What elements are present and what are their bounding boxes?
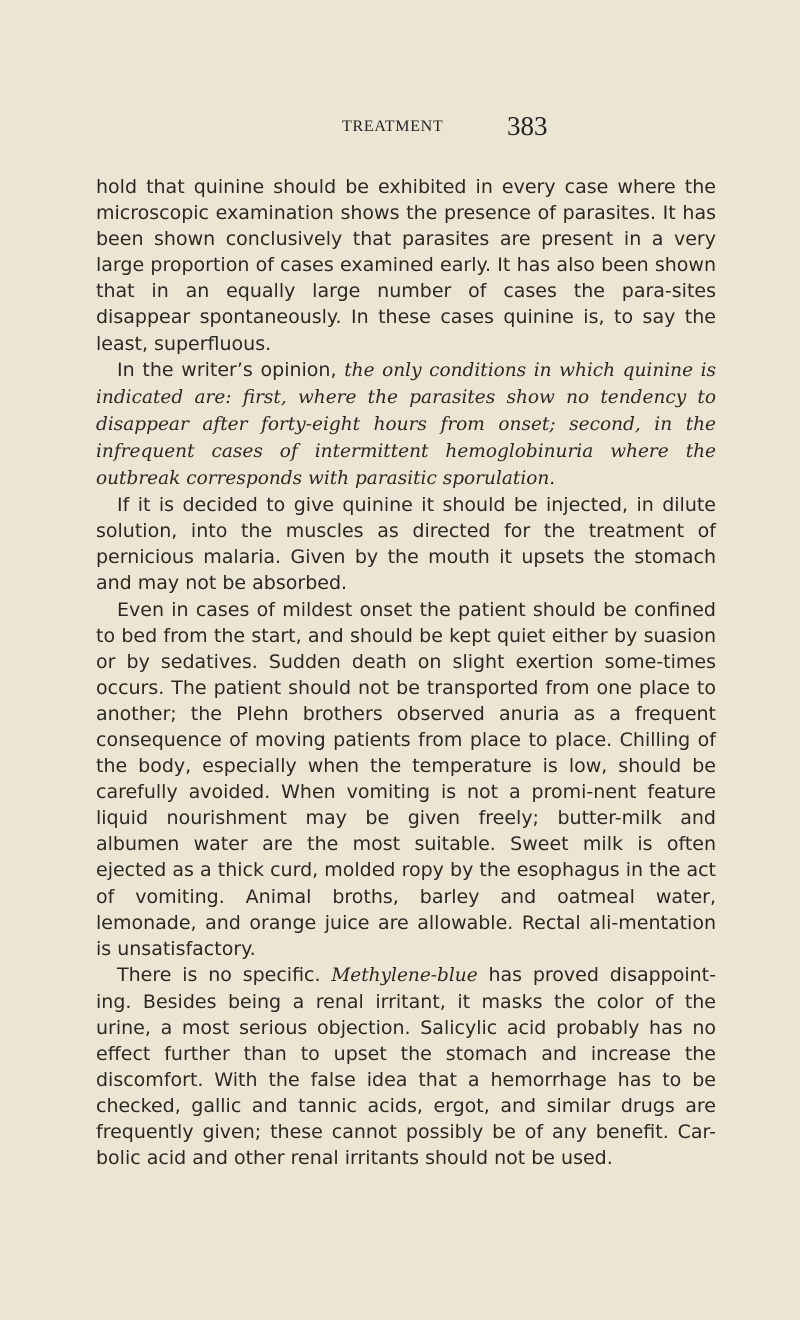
paragraph-2 xyxy=(96,357,716,492)
paragraph-3: If it is decided to give quinine it should be injected, in dilute solution, into the muscles as directed for the treatment of pernicious malaria. Given by the mouth it upsets the stomach and may not be absorbed. xyxy=(96,494,716,595)
paragraph-5 xyxy=(96,962,716,1172)
paragraph-5-intro: There is no specific. xyxy=(117,963,332,986)
body-text xyxy=(96,174,716,1172)
running-head: TREATMENT xyxy=(342,118,444,135)
page-number: 383 xyxy=(507,111,548,141)
paragraph-2-intro: In the writer’s opinion, xyxy=(117,358,345,381)
paragraph-5-rest: has proved disappoint-ing. Besides being a renal irritant, it masks the color of the urine, a most serious objection. Salicylic acid probably has no effect further than to upset the stomach and increase the discomfort. With the false idea that a hemorrhage has to be checked, gallic and tannic acids, ergot, and similar drugs are frequently given; these cannot possibly be of any benefit. Car-bolic acid and other renal irritants should not be used. xyxy=(96,963,716,1170)
page-header xyxy=(0,111,800,158)
paragraph-5-italic: Methylene-blue xyxy=(331,964,478,986)
paragraph-2-italic: the only conditions in which quinine is indicated are: first, where the parasites show no tendency to disappear after forty-eight hours from onset; second, in the infrequent cases of intermittent hemoglobinuria where the outbreak corresponds with parasitic sporulation. xyxy=(96,359,716,490)
paragraph-1: hold that quinine should be exhibited in every case where the microscopic examination shows the presence of parasites. It has been shown conclusively that parasites are present in a very large proportion of cases examined early. It has also been shown that in an equally large number of cases the para-sites disappear spontaneously. In these cases quinine is, to say the least, superfluous. xyxy=(96,176,716,355)
paragraph-4: Even in cases of mildest onset the patient should be confined to bed from the start, and should be kept quiet either by suasion or by sedatives. Sudden death on slight exertion some-times occurs. The patient should not be transported from one place to another; the Plehn brothers observed anuria as a frequent consequence of moving patients from place to place. Chilling of the body, especially when the temperature is low, should be carefully avoided. When vomiting is not a promi-nent feature liquid nourishment may be given freely; butter-milk and albumen water are the most suitable. Sweet milk is often ejected as a thick curd, molded ropy by the esophagus in the act of vomiting. Animal broths, barley and oatmeal water, lemonade, and orange juice are allowable. Rectal ali-mentation is unsatisfactory. xyxy=(96,598,716,960)
